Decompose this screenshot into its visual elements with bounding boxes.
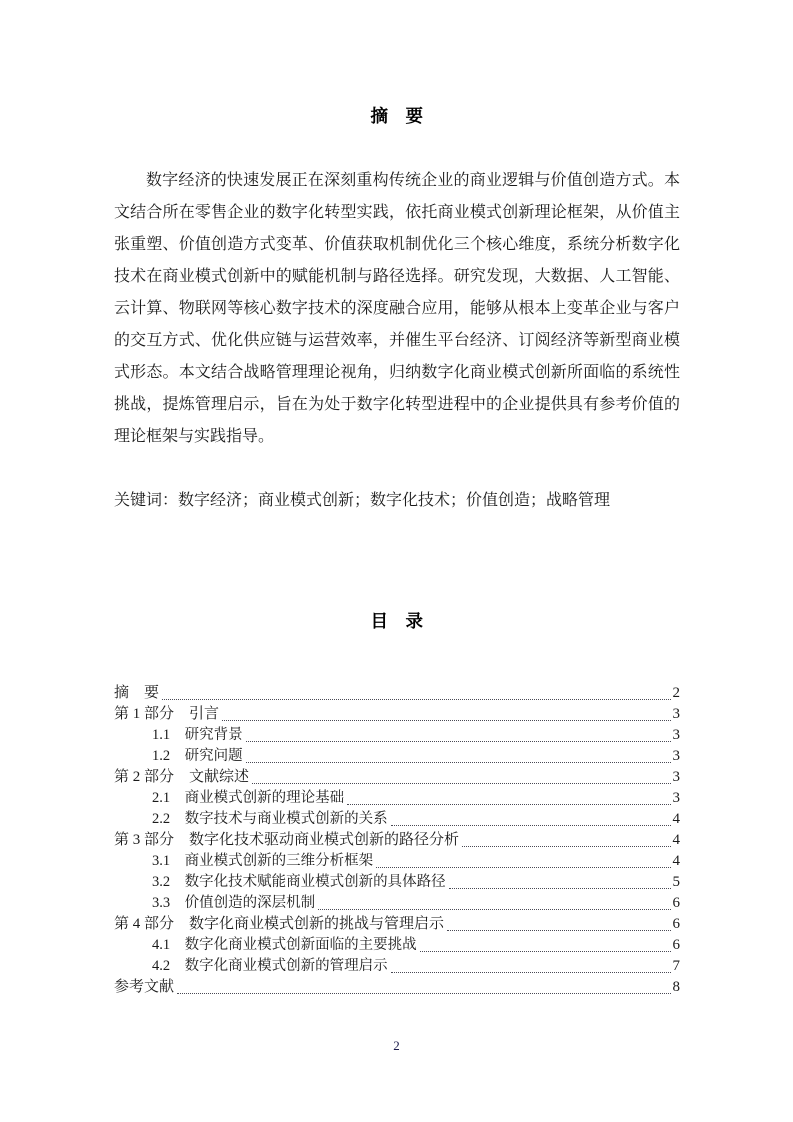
- toc-dot-leader: [462, 845, 670, 847]
- toc-dot-leader: [318, 908, 670, 910]
- toc-entry-page-number: 6: [672, 895, 680, 911]
- toc-entry[interactable]: [114, 830, 680, 851]
- toc-entry[interactable]: [114, 935, 680, 956]
- toc-entry-label: 2.1 商业模式创新的理论基础: [152, 790, 345, 806]
- toc-entry-label: 第 2 部分 文献综述: [114, 769, 250, 785]
- toc-heading: [114, 608, 680, 633]
- toc-dot-leader: [347, 803, 670, 805]
- toc-entry-label: 参考文献: [114, 979, 175, 995]
- toc-entry[interactable]: [114, 851, 680, 872]
- toc-entry-label: 第 3 部分 数字化技术驱动商业模式创新的路径分析: [114, 832, 460, 848]
- abstract-heading-char-1: 摘: [370, 106, 389, 126]
- toc-heading-char-2: 录: [405, 611, 424, 631]
- toc-dot-leader: [447, 929, 670, 931]
- toc-entry[interactable]: [114, 956, 680, 977]
- toc-entry-label: 1.1 研究背景: [152, 727, 243, 743]
- toc-dot-leader: [162, 698, 670, 700]
- toc-entry[interactable]: [114, 893, 680, 914]
- toc-dot-leader: [449, 887, 671, 889]
- toc-entry-page-number: 3: [672, 769, 680, 785]
- toc-entry[interactable]: [114, 809, 680, 830]
- toc-entry-page-number: 3: [672, 790, 680, 806]
- toc-entry[interactable]: [114, 914, 680, 935]
- toc-entry-page-number: 8: [672, 979, 680, 995]
- toc-entry-page-number: 4: [672, 832, 680, 848]
- toc-entry-page-number: 6: [672, 916, 680, 932]
- toc-dot-leader: [376, 866, 670, 868]
- toc-dot-leader: [420, 950, 671, 952]
- toc-entry-page-number: 6: [672, 937, 680, 953]
- toc-list: [114, 683, 680, 998]
- toc-heading-char-1: 目: [370, 611, 389, 631]
- toc-entry-label: 2.2 数字技术与商业模式创新的关系: [152, 811, 388, 827]
- abstract-heading: [114, 103, 680, 128]
- toc-entry-label: 3.1 商业模式创新的三维分析框架: [152, 853, 374, 869]
- toc-dot-leader: [177, 992, 670, 994]
- toc-entry-page-number: 5: [672, 874, 680, 890]
- toc-dot-leader: [252, 782, 670, 784]
- toc-entry-label: 4.2 数字化商业模式创新的管理启示: [152, 958, 388, 974]
- toc-entry[interactable]: [114, 704, 680, 725]
- toc-entry[interactable]: [114, 725, 680, 746]
- toc-entry-page-number: 3: [672, 706, 680, 722]
- toc-entry-label: 1.2 研究问题: [152, 748, 243, 764]
- toc-entry-page-number: 2: [672, 685, 680, 701]
- toc-entry[interactable]: [114, 788, 680, 809]
- page-content: [114, 0, 680, 533]
- toc-dot-leader: [391, 971, 671, 973]
- toc-dot-leader: [246, 740, 671, 742]
- toc-entry[interactable]: [114, 872, 680, 893]
- toc-entry-page-number: 3: [672, 748, 680, 764]
- toc-dot-leader: [222, 719, 670, 721]
- footer-page-number: 2: [393, 1038, 400, 1053]
- toc-entry-label: 4.1 数字化商业模式创新面临的主要挑战: [152, 937, 417, 953]
- abstract-body-paragraph: 数字经济的快速发展正在深刻重构传统企业的商业逻辑与价值创造方式。本文结合所在零售企业的数字化转型实践，依托商业模式创新理论框架，从价值主张重塑、价值创造方式变革、价值获取机制优化三个核心维度，系统分析数字化技术在商业模式创新中的赋能机制与路径选择。研究发现，大数据、人工智能、云计算、物联网等核心数字技术的深度融合应用，能够从根本上变革企业与客户的交互方式、优化供应链与运营效率，并催生平台经济、订阅经济等新型商业模式形态。本文结合战略管理理论视角，归纳数字化商业模式创新所面临的系统性挑战，提炼管理启示，旨在为处于数字化转型进程中的企业提供具有参考价值的理论框架与实践指导。: [114, 172, 680, 445]
- toc-entry-page-number: 4: [672, 853, 680, 869]
- toc-entry-label: 3.3 价值创造的深层机制: [152, 895, 316, 911]
- toc-dot-leader: [246, 761, 671, 763]
- toc-entry-label: 第 4 部分 数字化商业模式创新的挑战与管理启示: [114, 916, 445, 932]
- toc-entry-page-number: 7: [672, 958, 680, 974]
- toc-entry-label: 3.2 数字化技术赋能商业模式创新的具体路径: [152, 874, 446, 890]
- toc-entry-page-number: 3: [672, 727, 680, 743]
- toc-entry[interactable]: [114, 767, 680, 788]
- toc-entry[interactable]: [114, 746, 680, 767]
- toc-entry[interactable]: [114, 977, 680, 998]
- toc-entry-label: 摘 要: [114, 685, 160, 701]
- toc-entry-page-number: 4: [672, 811, 680, 827]
- abstract-keywords: 关键词：数字经济；商业模式创新；数字化技术；价值创造；战略管理: [114, 492, 611, 509]
- toc-dot-leader: [391, 824, 671, 826]
- toc-entry-label: 第 1 部分 引言: [114, 706, 220, 722]
- abstract-heading-char-2: 要: [405, 106, 424, 126]
- toc-entry[interactable]: [114, 683, 680, 704]
